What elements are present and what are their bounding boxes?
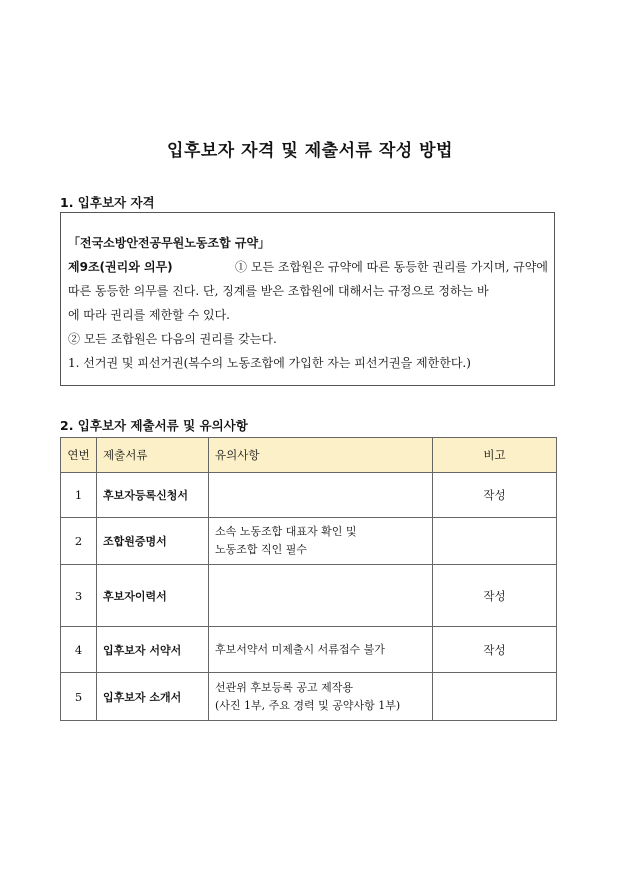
row-remark: 작성 [433,565,557,627]
row-remark: 작성 [433,473,557,518]
bylaw-line-4: ② 모든 조합원은 다음의 권리를 갖는다. [68,332,277,346]
table-row [61,518,557,565]
bylaw-title: 「전국소방안전공무원노동조합 규약」 [68,236,271,250]
row-note [209,565,433,627]
row-doc: 후보자이력서 [97,565,209,627]
row-remark [433,518,557,565]
bylaw-line-1 [68,255,548,279]
row-note-line-2: 노동조합 직인 필수 [215,543,308,556]
row-no: 1 [61,473,97,518]
row-doc: 조합원증명서 [97,518,209,565]
row-no: 2 [61,518,97,565]
col-header-remark: 비고 [433,438,557,473]
col-header-note: 유의사항 [209,438,433,473]
row-no: 4 [61,627,97,673]
article-label: 제9조(권리와 의무) [68,260,173,274]
bylaw-line-3: 에 따라 권리를 제한할 수 있다. [68,308,230,322]
section-1-heading: 1. 입후보자 자격 [60,195,155,210]
col-header-no: 연번 [61,438,97,473]
row-note-line-1: 소속 노동조합 대표자 확인 및 [215,525,357,538]
row-remark: 작성 [433,627,557,673]
row-note-line-2: (사진 1부, 주요 경력 및 공약사항 1부) [215,698,401,712]
page-title: 입후보자 자격 및 제출서류 작성 방법 [167,141,453,161]
bylaw-line-2: 따른 동등한 의무를 진다. 단, 징계를 받은 조합원에 대해서는 규정으로 정하는 바 [68,284,489,298]
row-doc: 입후보자 서약서 [97,627,209,673]
row-note-line-1: 선관위 후보등록 공고 제작용 [215,680,354,694]
row-note [209,627,433,673]
bylaw-line-5: 1. 선거권 및 피선거권(복수의 노동조합에 가입한 자는 피선거권을 제한한다.) [68,356,471,370]
table-header-row [61,438,557,473]
table-row [61,565,557,627]
table-row [61,473,557,518]
row-doc: 입후보자 소개서 [97,673,209,721]
table-row [61,673,557,721]
documents-table [60,437,557,721]
row-no: 3 [61,565,97,627]
row-doc: 후보자등록신청서 [97,473,209,518]
table-row [61,627,557,673]
row-no: 5 [61,673,97,721]
row-note [209,473,433,518]
row-note [209,673,433,721]
bylaw-line-1-text: ① 모든 조합원은 규약에 따른 동등한 권리를 가지며, 규약에 [235,260,548,274]
row-note-line-1: 후보서약서 미제출시 서류접수 불가 [215,642,385,656]
bylaw-box [60,212,555,386]
row-remark [433,673,557,721]
col-header-doc: 제출서류 [97,438,209,473]
section-2-heading: 2. 입후보자 제출서류 및 유의사항 [60,418,248,433]
row-note [209,518,433,565]
